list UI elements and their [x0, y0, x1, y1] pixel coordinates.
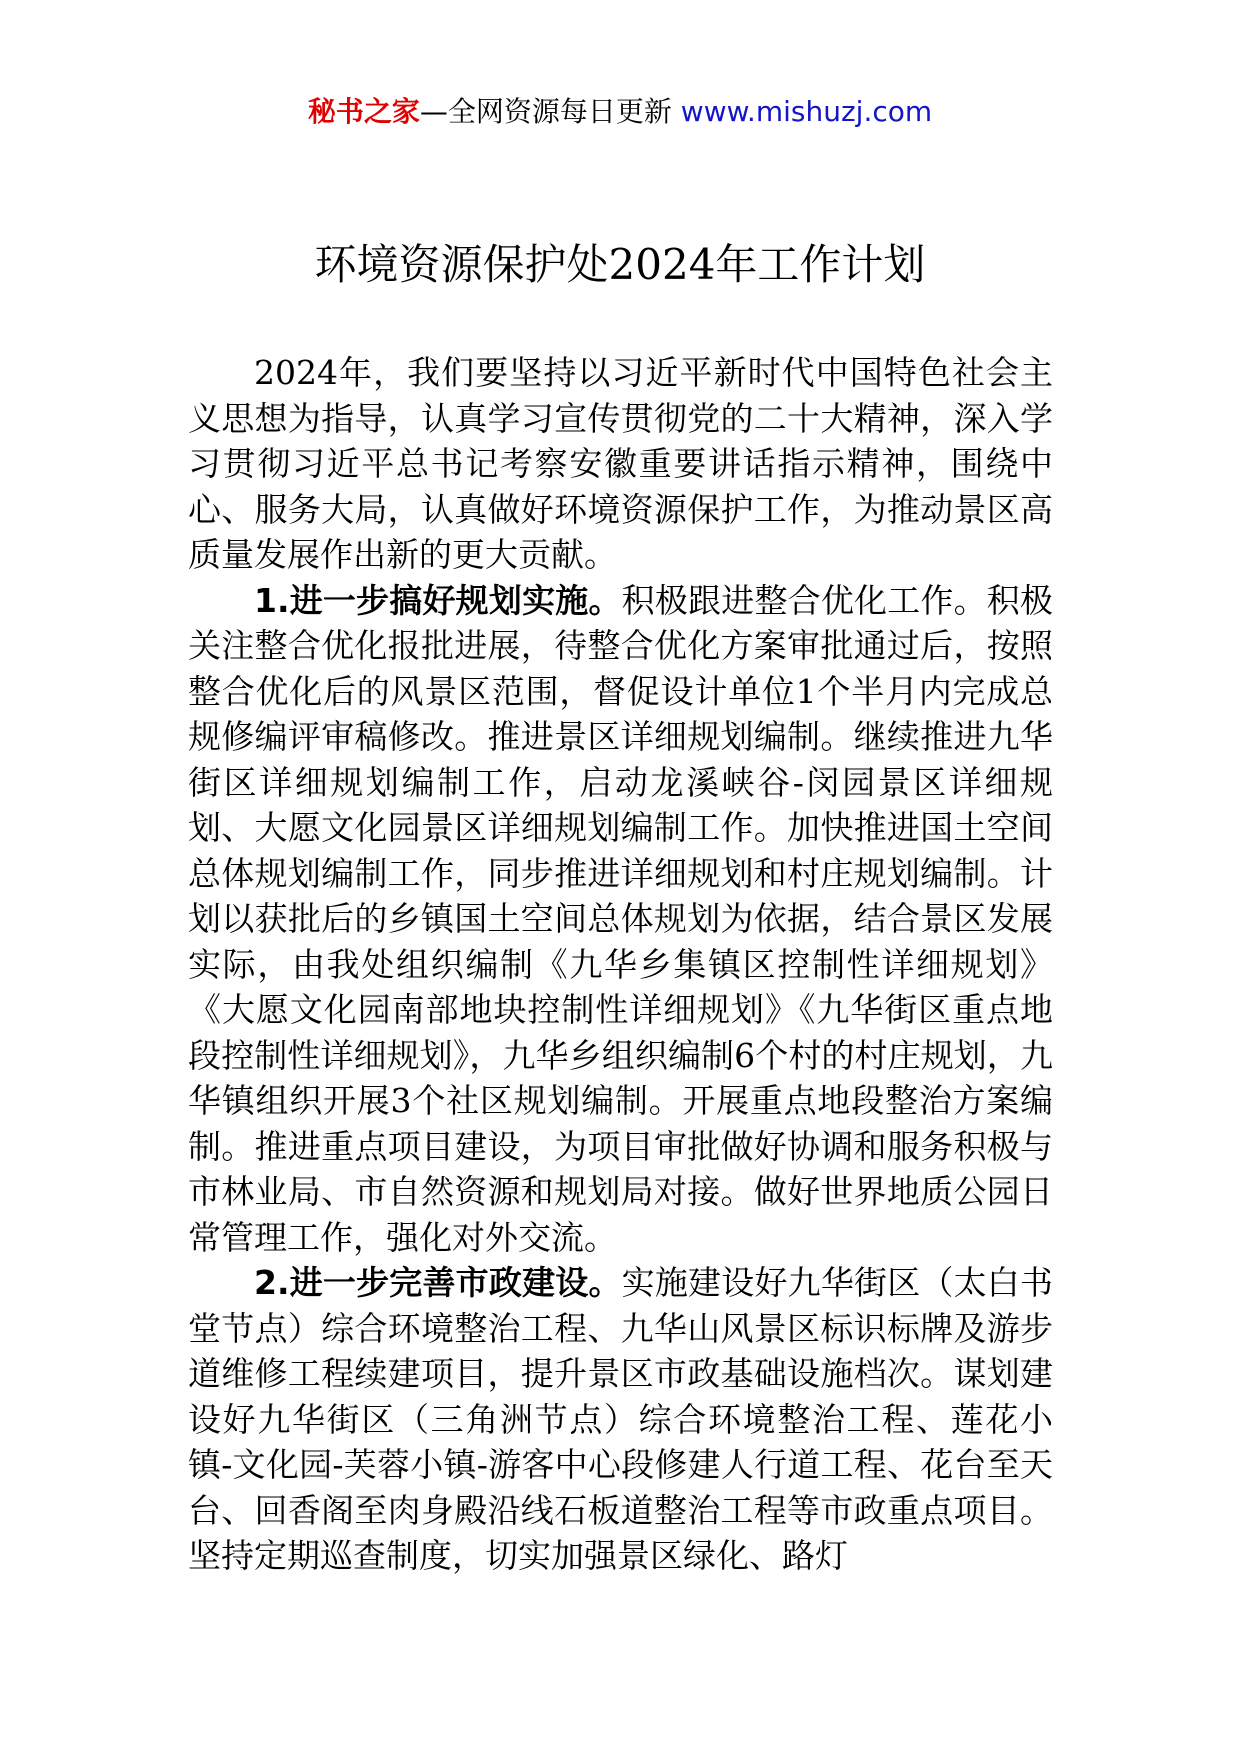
intro-paragraph: 2024年，我们要坚持以习近平新时代中国特色社会主义思想为指导，认真学习宣传贯彻党的二十大精神，深入学习贯彻习近平总书记考察安徽重要讲话指示精神，围绕中心、服务大局，认真做好环境资源保护工作，为推动景区高质量发展作出新的更大贡献。	[188, 353, 1053, 574]
section-1-paragraph	[188, 578, 1053, 1261]
document-body	[188, 350, 1053, 1579]
section-2-text: 实施建设好九华街区（太白书堂节点）综合环境整治工程、九华山风景区标识标牌及游步道维修工程续建项目，提升景区市政基础设施档次。谋划建设好九华街区（三角洲节点）综合环境整治工程、莲花小镇-文化园-芙蓉小镇-游客中心段修建人行道工程、花台至天台、回香阁至肉身殿沿线石板道整治工程等市政重点项目。坚持定期巡查制度，切实加强景区绿化、路灯	[188, 1263, 1054, 1575]
section-1-text: 积极跟进整合优化工作。积极关注整合优化报批进展，待整合优化方案审批通过后，按照整合优化后的风景区范围，督促设计单位1个半月内完成总规修编评审稿修改。推进景区详细规划编制。继续推进九华街区详细规划编制工作，启动龙溪峡谷-闵园景区详细规划、大愿文化园景区详细规划编制工作。加快推进国土空间总体规划编制工作，同步推进详细规划和村庄规划编制。计划以获批后的乡镇国土空间总体规划为依据，结合景区发展实际，由我处组织编制《九华乡集镇区控制性详细规划》《大愿文化园南部地块控制性详细规划》《九华街区重点地段控制性详细规划》，九华乡组织编制6个村的村庄规划，九华镇组织开展3个社区规划编制。开展重点地段整治方案编制。推进重点项目建设，为项目审批做好协调和服务积极与市林业局、市自然资源和规划局对接。做好世界地质公园日常管理工作，强化对外交流。	[188, 580, 1054, 1257]
document-title: 环境资源保护处2024年工作计划	[314, 240, 926, 289]
section-1-heading: 1.进一步搞好规划实施。	[254, 580, 622, 620]
brand-name: 秘书之家	[307, 95, 420, 128]
site-url-link[interactable]: www.mishuzj.com	[680, 95, 933, 128]
section-2-paragraph	[188, 1260, 1053, 1579]
site-tagline: —全网资源每日更新	[419, 95, 672, 128]
section-2-heading: 2.进一步完善市政建设。	[254, 1263, 622, 1302]
site-header	[0, 92, 1240, 132]
